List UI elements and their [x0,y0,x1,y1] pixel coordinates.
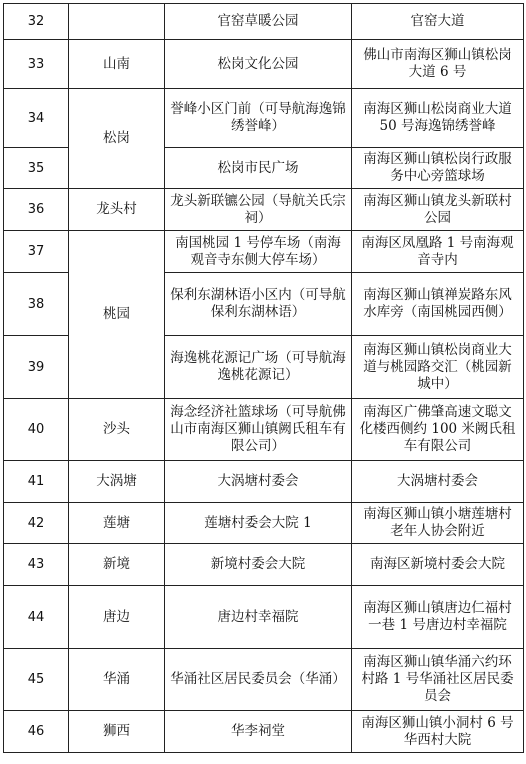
venue-name: 南国桃园 1 号停车场（南海观音寺东侧大停车场） [165,231,352,273]
venue-address: 南海区新境村委会大院 [352,544,524,586]
venue-name: 华涌社区居民委员会（华涌） [165,649,352,711]
row-number: 38 [4,273,69,336]
venue-address: 佛山市南海区狮山镇松岗大道 6 号 [352,40,524,89]
table-row [4,231,524,273]
town-cell: 莲塘 [69,503,165,544]
town-cell: 大涡塘 [69,461,165,503]
row-number: 45 [4,649,69,711]
venue-address: 南海区狮山松岗商业大道 50 号海逸锦绣誉峰 [352,89,524,148]
row-number: 33 [4,40,69,89]
venue-address: 南海区狮山镇华涌六约环村路 1 号华涌社区居民委员会 [352,649,524,711]
venue-address: 南海区狮山镇松岗行政服务中心旁篮球场 [352,148,524,189]
table-row [4,649,524,711]
row-number: 36 [4,189,69,231]
venue-address: 南海区狮山镇小塘莲塘村老年人协会附近 [352,503,524,544]
venue-name: 松岗市民广场 [165,148,352,189]
venue-address: 官窑大道 [352,4,524,40]
row-number: 42 [4,503,69,544]
town-cell: 华涌 [69,649,165,711]
row-number: 37 [4,231,69,273]
row-number: 46 [4,711,69,753]
venue-address: 南海区狮山镇龙头新联村公园 [352,189,524,231]
town-cell: 狮西 [69,711,165,753]
table-row [4,586,524,649]
venue-name: 官窑草暖公园 [165,4,352,40]
table-row [4,461,524,503]
venue-address: 南海区凤凰路 1 号南海观音寺内 [352,231,524,273]
table-row [4,189,524,231]
town-cell: 桃园 [69,231,165,399]
row-number: 32 [4,4,69,40]
venue-table [3,3,524,753]
row-number: 40 [4,399,69,461]
table-row [4,4,524,40]
town-cell: 松岗 [69,89,165,189]
table-row [4,399,524,461]
venue-address: 南海区狮山镇松岗商业大道与桃园路交汇（桃园新城中） [352,336,524,399]
venue-name: 新境村委会大院 [165,544,352,586]
row-number: 35 [4,148,69,189]
venue-name: 唐边村幸福院 [165,586,352,649]
venue-name: 龙头新联镳公园（导航关氏宗祠） [165,189,352,231]
venue-name: 松岗文化公园 [165,40,352,89]
venue-name: 莲塘村委会大院 1 [165,503,352,544]
table-row [4,544,524,586]
row-number: 41 [4,461,69,503]
town-cell: 龙头村 [69,189,165,231]
row-number: 39 [4,336,69,399]
venue-address: 南海区狮山镇小洞村 6 号华西村大院 [352,711,524,753]
town-cell: 新境 [69,544,165,586]
venue-name: 誉峰小区门前（可导航海逸锦绣誉峰） [165,89,352,148]
venue-name: 大涡塘村委会 [165,461,352,503]
table-row [4,89,524,148]
table-row [4,711,524,753]
venue-address: 大涡塘村委会 [352,461,524,503]
venue-address: 南海区狮山镇唐边仁福村一巷 1 号唐边村幸福院 [352,586,524,649]
venue-name: 海念经济社篮球场（可导航佛山市南海区狮山镇阙氏租车有限公司） [165,399,352,461]
row-number: 43 [4,544,69,586]
table-row [4,40,524,89]
table-row [4,503,524,544]
row-number: 34 [4,89,69,148]
town-cell [69,4,165,40]
town-cell: 唐边 [69,586,165,649]
row-number: 44 [4,586,69,649]
town-cell: 沙头 [69,399,165,461]
venue-name: 海逸桃花源记广场（可导航海逸桃花源记） [165,336,352,399]
venue-name: 保利东湖林语小区内（可导航保利东湖林语） [165,273,352,336]
venue-address: 南海区广佛肇高速文聪文化楼西侧约 100 米阙氏租车有限公司 [352,399,524,461]
town-cell: 山南 [69,40,165,89]
venue-name: 华李祠堂 [165,711,352,753]
venue-address: 南海区狮山镇禅炭路东风水库旁（南国桃园西侧） [352,273,524,336]
